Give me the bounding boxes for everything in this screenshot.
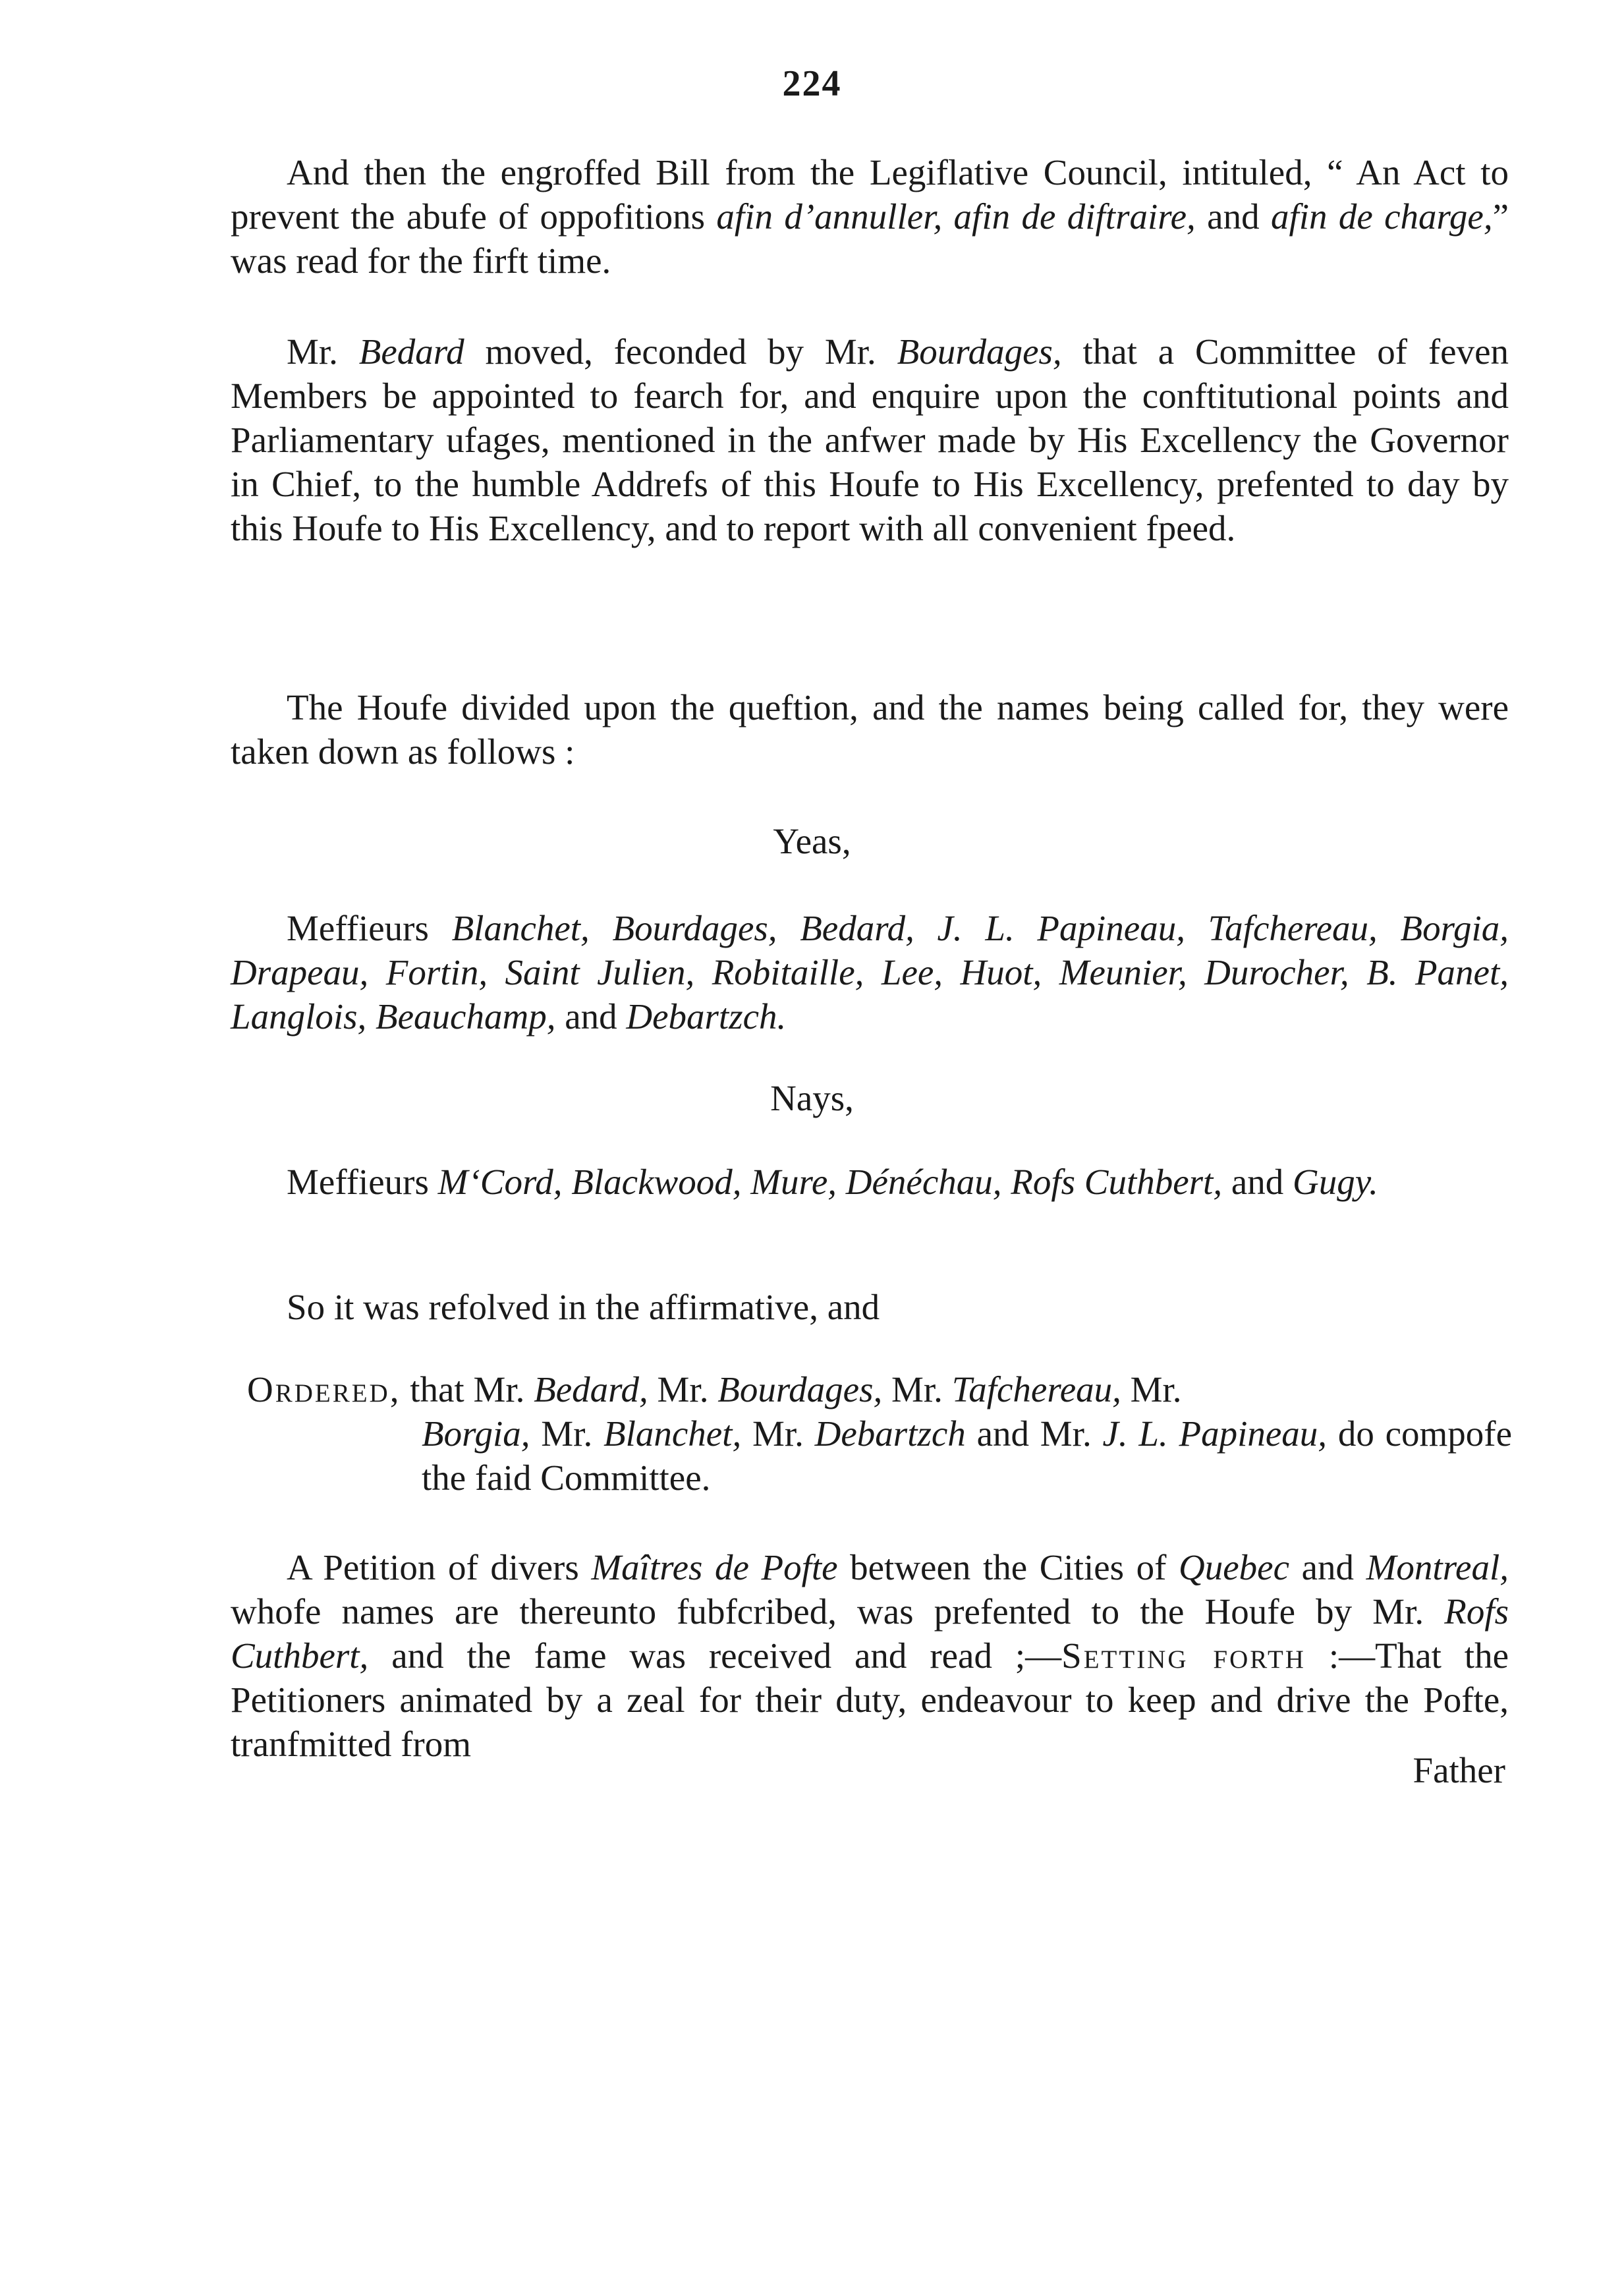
italic-run: M‘Cord, Blackwood, Mure, Dénéchau, Rofs Cuthbert,: [437, 1162, 1223, 1202]
text-run: whofe names are thereunto fubfcribed, was prefented to the Houfe by Mr.: [231, 1591, 1445, 1632]
text-run: Meffieurs: [287, 1162, 438, 1202]
italic-run: J. L. Papineau,: [1102, 1413, 1328, 1454]
small-caps-run: Setting forth: [1061, 1635, 1306, 1676]
italic-run: Debartzch: [814, 1413, 966, 1454]
text-run: moved, feconded by Mr.: [464, 331, 897, 372]
page-number: 224: [782, 63, 842, 104]
text-run: Mr.: [287, 331, 359, 372]
text-run: Mr.: [648, 1369, 718, 1409]
italic-run: Bedard,: [534, 1369, 648, 1409]
ordered-label: Ordered,: [247, 1369, 401, 1409]
italic-run: Tafchereau,: [951, 1369, 1121, 1409]
italic-run: afin de charge,: [1270, 196, 1493, 237]
text-run: that Mr.: [401, 1369, 534, 1409]
yeas-list: [231, 906, 1509, 1038]
text-run: :—That the Petitioners animated by a zeal for their duty, endeavour to keep and drive the Pofte, tranfmitted from: [231, 1635, 1509, 1764]
italic-run: Montreal,: [1366, 1547, 1509, 1587]
ordered-continuation: [247, 1411, 1512, 1500]
italic-run: Blanchet, Bourdages, Bedard, J. L. Papineau, Tafchereau, Borgia, Drapeau, Fortin, Saint Julien, Robitaille, Lee, Huot, Meunier, Durocher, B. Panet, Langlois, Beauchamp,: [231, 908, 1509, 1037]
text-run: that a Committee of feven Members be appointed to fearch for, and enquire upon the conftitutional points and Parliamentary ufages, mentioned in the anfwer made by His Excellency the Governor in Chief, to the humble Addrefs of this Houfe to His Excellency, prefented to day by this Houfe to His Excellency, and to report with all convenient fpeed.: [231, 331, 1509, 548]
resolved-line: So it was refolved in the affirmative, and: [287, 1287, 880, 1327]
ordered-entry: [247, 1367, 1512, 1500]
text-run: Mr.: [741, 1413, 815, 1454]
nays-heading: Nays,: [770, 1078, 854, 1118]
text-run: between the Cities of: [837, 1547, 1179, 1587]
text-run: Meffieurs: [287, 908, 452, 948]
text-run: ” was read for the firft time.: [231, 196, 1509, 281]
italic-run: Bourdages,: [897, 331, 1062, 372]
text-run: And then the engroffed Bill from the Legiflative Council, intituled, “ An Act to prevent the abufe of oppofitions: [231, 152, 1509, 237]
italic-run: afin d’annuller, afin de diftraire,: [716, 196, 1196, 237]
paragraph-engrossed-bill: [231, 150, 1509, 283]
italic-run: Borgia,: [422, 1413, 530, 1454]
paragraph-petition: [231, 1545, 1509, 1766]
italic-run: Gugy.: [1293, 1162, 1378, 1202]
italic-run: Maîtres de Pofte: [591, 1547, 838, 1587]
text-run: and the fame was received and read ;—: [368, 1635, 1062, 1676]
text-run: Mr.: [882, 1369, 952, 1409]
text-run: and: [1222, 1162, 1293, 1202]
nays-list: [231, 1160, 1509, 1204]
text-run: A Petition of divers: [287, 1547, 592, 1587]
paragraph-division: The Houfe divided upon the queftion, and the names being called for, they were taken down as follows :: [231, 687, 1509, 772]
text-run: and: [1289, 1547, 1366, 1587]
text-run: do compofe the faid Committee.: [422, 1413, 1512, 1498]
text-run: and: [555, 996, 627, 1037]
yeas-heading: Yeas,: [773, 821, 851, 861]
italic-run: Quebec: [1179, 1547, 1290, 1587]
italic-run: Rofs Cuthbert,: [231, 1591, 1509, 1676]
catchword: Father: [1413, 1750, 1505, 1790]
paragraph-motion: [231, 329, 1509, 550]
italic-run: Debartzch.: [626, 996, 787, 1037]
italic-run: Blanchet,: [603, 1413, 742, 1454]
text-run: and: [1195, 196, 1271, 237]
text-run: Mr.: [530, 1413, 603, 1454]
italic-run: Bourdages,: [717, 1369, 883, 1409]
text-run: and Mr.: [965, 1413, 1103, 1454]
italic-run: Bedard: [358, 331, 464, 372]
text-run: Mr.: [1121, 1369, 1182, 1409]
